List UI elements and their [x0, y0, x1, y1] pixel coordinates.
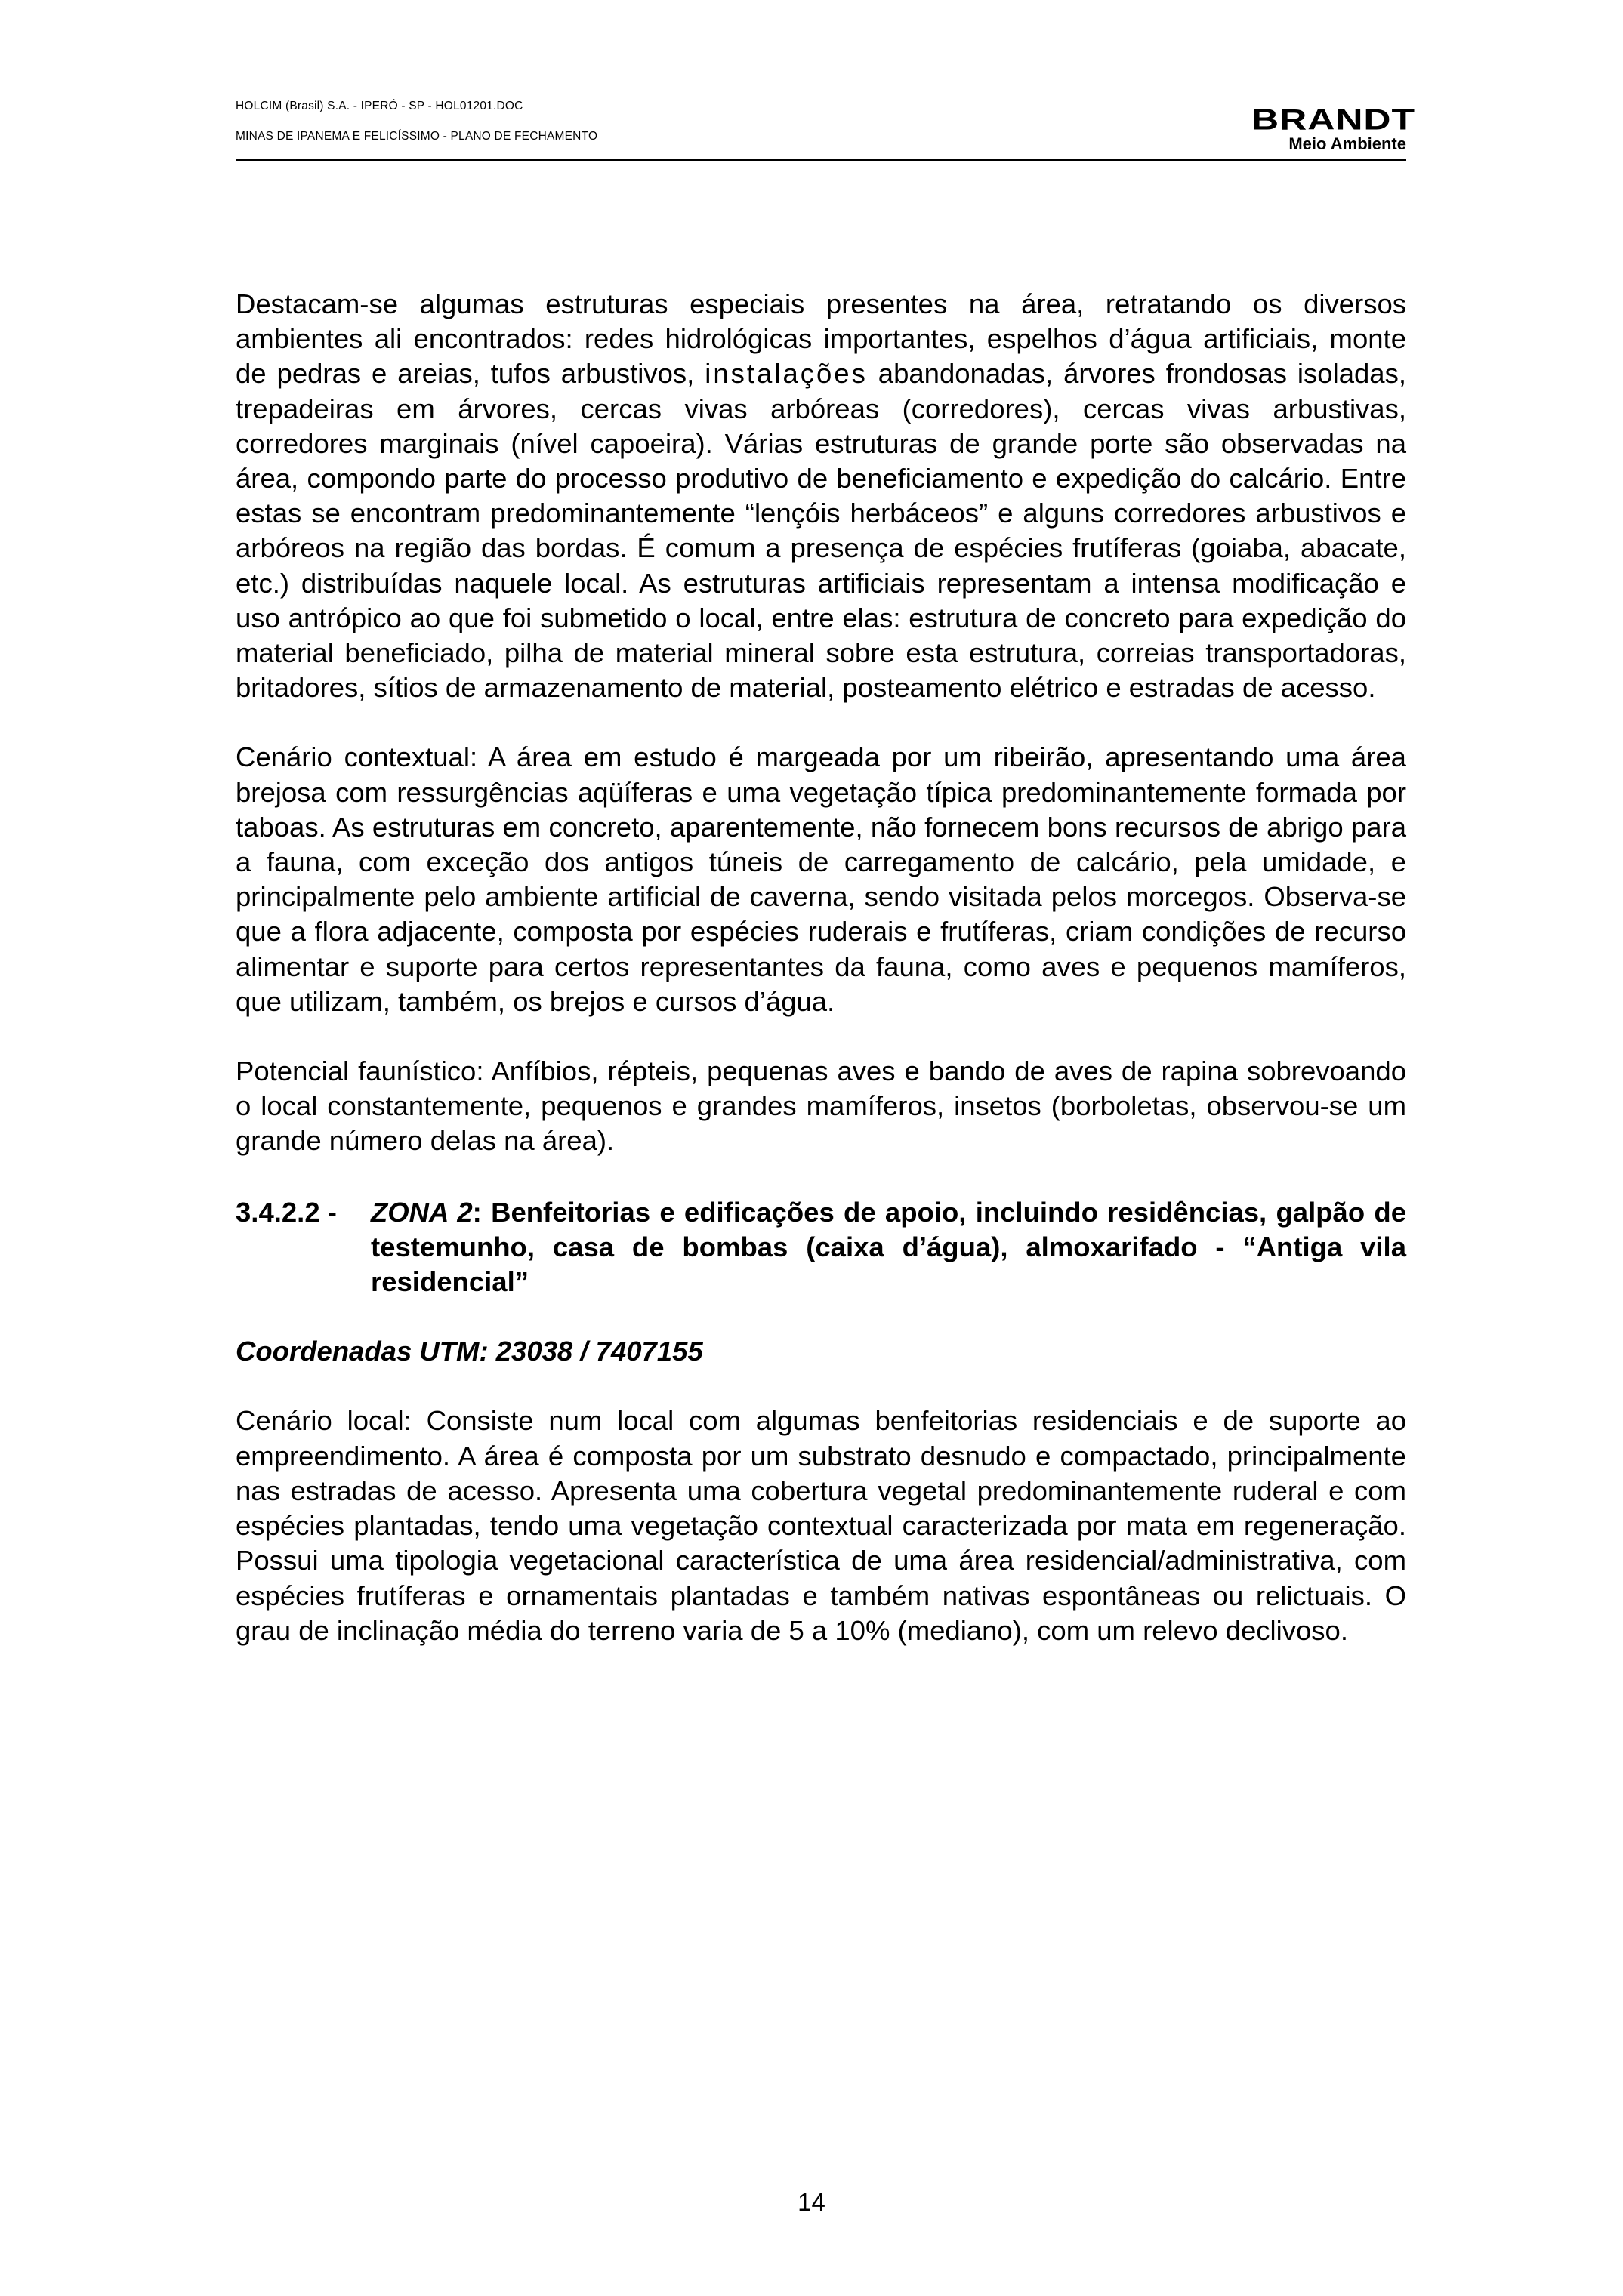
paragraph-structures-part1: Destacam-se algumas estruturas especiais presentes na área, retratando os diversos ambientes ali encontrados: redes hidrológicas importantes, espelhos d’água artificiais, monte de pedras e areias, tufos arbustivos, [236, 288, 1406, 390]
paragraph-structures-part2: abandonadas, árvores frondosas isoladas, trepadeiras em árvores, cercas vivas arbóreas (corredores), cercas vivas arbustivas, corredores marginais (nível capoeira). Várias estruturas de grande porte são observadas na área, compondo parte do processo produtivo de beneficiamento e expedição do calcário. Entre estas se encontram predominantemente “lençóis herbáceos” e alguns corredores arbustivos e arbóreos na região das bordas. É comum a presença de espécies frutíferas (goiaba, abacate, etc.) distribuídas naquele local. As estruturas artificiais representam a intensa modificação e uso antrópico ao que foi submetido o local, entre elas: estrutura de concreto para expedição do material beneficiado, pilha de material mineral sobre esta estrutura, correias transportadoras, britadores, sítios de armazenamento de material, posteamento elétrico e estradas de acesso. [236, 358, 1406, 704]
header-document-title: MINAS DE IPANEMA E FELICÍSSIMO - PLANO DE FECHAMENTO [236, 130, 598, 143]
section-title-text: : Benfeitorias e edificações de apoio, incluindo residências, galpão de testemunho, casa de bombas (caixa d’água), almoxarifado - “Antiga vila residencial” [371, 1196, 1406, 1298]
brandt-logo [1251, 98, 1416, 153]
section-number: 3.4.2.2 - [236, 1196, 337, 1228]
utm-coordinates: Coordenadas UTM: 23038 / 7407155 [236, 1336, 703, 1367]
paragraph-context-scenario: Cenário contextual: A área em estudo é margeada por um ribeirão, apresentando uma área brejosa com ressurgências aqüíferas e uma vegetação típica predominantemente formada por taboas. As estruturas em concreto, aparentemente, não fornecem bons recursos de abrigo para a fauna, com exceção dos antigos túneis de carregamento de calcário, pela umidade, e principalmente pelo ambiente artificial de caverna, sendo visitada pelos morcegos. Observa-se que a flora adjacente, composta por espécies ruderais e frutíferas, criam condições de recurso alimentar e suporte para certos representantes da fauna, como aves e pequenos mamíferos, que utilizam, também, os brejos e cursos d’água. [236, 741, 1406, 1017]
paragraph-structures-spaced-word: instalações [705, 358, 868, 390]
logo-brand-text: BRANDT [1251, 103, 1416, 136]
document-body [236, 287, 1406, 1683]
section-zone: ZONA 2 [371, 1196, 473, 1228]
paragraph-fauna-potential: Potencial faunístico: Anfíbios, répteis, pequenas aves e bando de aves de rapina sobrevoando o local constantemente, pequenos e grandes mamíferos, insetos (borboletas, observou-se um grande número delas na área). [236, 1056, 1406, 1157]
logo-subtitle: Meio Ambiente [1288, 134, 1406, 153]
paragraph-structures [236, 287, 1406, 705]
page-header [236, 95, 1416, 161]
header-document-reference: HOLCIM (Brasil) S.A. - IPERÓ - SP - HOL01201.DOC [236, 100, 523, 112]
page-number: 14 [798, 2188, 825, 2216]
section-heading [236, 1195, 1406, 1300]
paragraph-local-scenario: Cenário local: Consiste num local com algumas benfeitorias residenciais e de suporte ao empreendimento. A área é composta por um substrato desnudo e compactado, principalmente nas estradas de acesso. Apresenta uma cobertura vegetal predominantemente ruderal e com espécies plantadas, tendo uma vegetação contextual caracterizada por mata em regeneração. Possui uma tipologia vegetacional característica de uma área residencial/administrativa, com espécies frutíferas e ornamentais plantadas e também nativas espontâneas ou relictuais. O grau de inclinação média do terreno varia de 5 a 10% (mediano), com um relevo declivoso. [236, 1405, 1406, 1646]
section-title [371, 1195, 1406, 1300]
